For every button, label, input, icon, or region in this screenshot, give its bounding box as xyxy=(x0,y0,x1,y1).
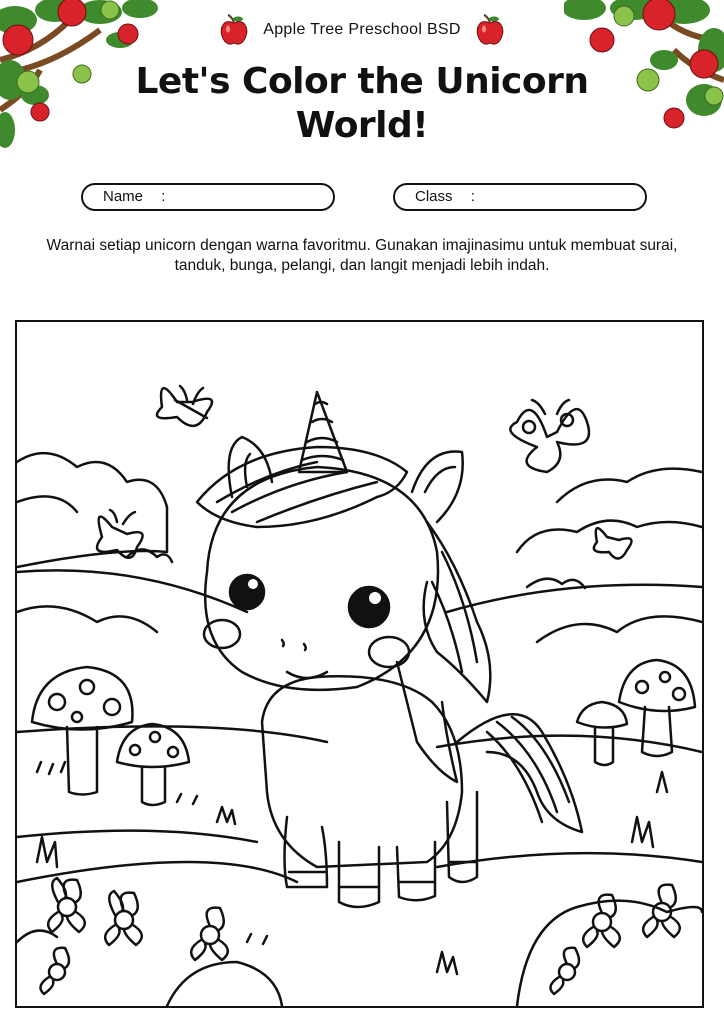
school-row xyxy=(0,14,724,46)
flower-icon xyxy=(105,891,142,945)
class-separator: : xyxy=(470,188,475,205)
butterfly-icon xyxy=(97,510,143,558)
coloring-frame xyxy=(15,320,704,1008)
mushroom-icon xyxy=(619,660,695,756)
mushroom-icon xyxy=(577,702,627,765)
instruction-text: Warnai setiap unicorn dengan warna favoritmu. Gunakan imajinasimu untuk membuat surai, tanduk, bunga, pelangi, dan langit menjadi lebih indah. xyxy=(46,237,678,274)
name-field[interactable] xyxy=(81,183,335,211)
unicorn-illustration xyxy=(17,322,702,1006)
flower-icon xyxy=(40,948,69,994)
apple-icon xyxy=(475,14,505,46)
page-header xyxy=(0,14,724,148)
name-separator: : xyxy=(161,188,166,205)
flower-icon xyxy=(191,908,228,960)
butterfly-icon xyxy=(510,400,589,472)
flower-icon xyxy=(48,878,85,932)
apple-icon xyxy=(219,14,249,46)
butterfly-icon xyxy=(157,386,212,426)
butterfly-icon xyxy=(594,528,632,558)
name-label: Name xyxy=(103,188,144,205)
class-field[interactable] xyxy=(393,183,647,211)
page-title: Let's Color the Unicorn World! xyxy=(135,61,589,146)
flower-icon xyxy=(550,948,579,994)
class-label: Class xyxy=(415,188,453,205)
mushroom-icon xyxy=(117,724,189,805)
school-name: Apple Tree Preschool BSD xyxy=(263,21,461,38)
